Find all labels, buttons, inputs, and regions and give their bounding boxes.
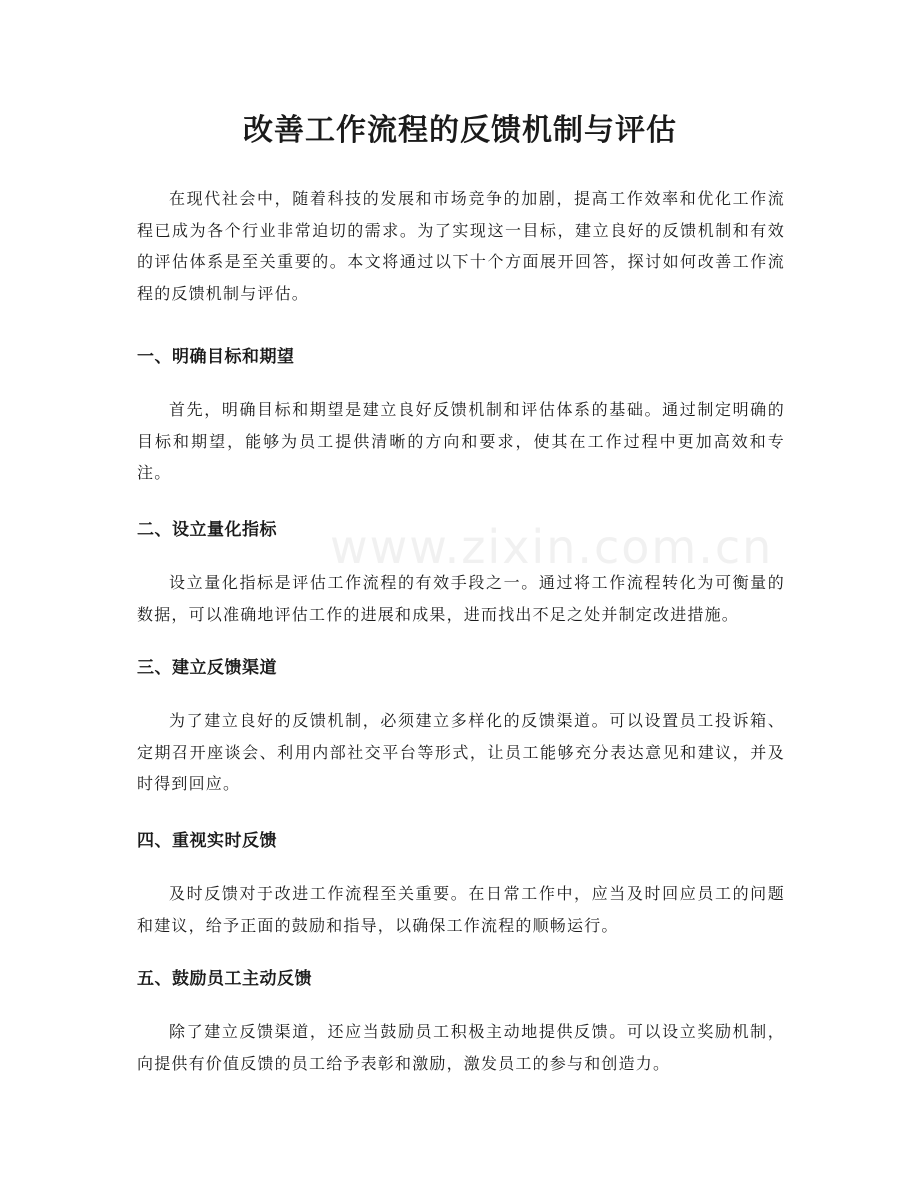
section-heading-1: 一、明确目标和期望 xyxy=(137,347,295,367)
section-body-1: 首先，明确目标和期望是建立良好反馈机制和评估体系的基础。通过制定明确的目标和期望，能够为员工提供清晰的方向和要求，使其在工作过程中更加高效和专注。 xyxy=(137,400,785,483)
section-body-4: 及时反馈对于改进工作流程至关重要。在日常工作中，应当及时回应员工的问题和建议，给予正面的鼓励和指导，以确保工作流程的顺畅运行。 xyxy=(137,884,785,935)
section-heading-4: 四、重视实时反馈 xyxy=(137,831,277,851)
page-title: 改善工作流程的反馈机制与评估 xyxy=(243,113,677,148)
intro-paragraph: 在现代社会中，随着科技的发展和市场竞争的加剧，提高工作效率和优化工作流程已成为各个行业非常迫切的需求。为了实现这一目标，建立良好的反馈机制和有效的评估体系是至关重要的。本文将通过以下十个方面展开回答，探讨如何改善工作流程的反馈机制与评估。 xyxy=(137,189,785,303)
section-heading-5: 五、鼓励员工主动反馈 xyxy=(137,969,312,989)
section-body-2: 设立量化指标是评估工作流程的有效手段之一。通过将工作流程转化为可衡量的数据，可以准确地评估工作的进展和成果，进而找出不足之处并制定改进措施。 xyxy=(137,573,785,624)
section-body-5: 除了建立反馈渠道，还应当鼓励员工积极主动地提供反馈。可以设立奖励机制，向提供有价值反馈的员工给予表彰和激励，激发员工的参与和创造力。 xyxy=(137,1022,785,1073)
watermark: www.zixin.com.cn xyxy=(330,520,774,574)
section-heading-3: 三、建立反馈渠道 xyxy=(137,658,277,678)
section-body-3: 为了建立良好的反馈机制，必须建立多样化的反馈渠道。可以设置员工投诉箱、定期召开座谈会、利用内部社交平台等形式，让员工能够充分表达意见和建议，并及时得到回应。 xyxy=(137,711,785,794)
section-heading-2: 二、设立量化指标 xyxy=(137,520,277,540)
